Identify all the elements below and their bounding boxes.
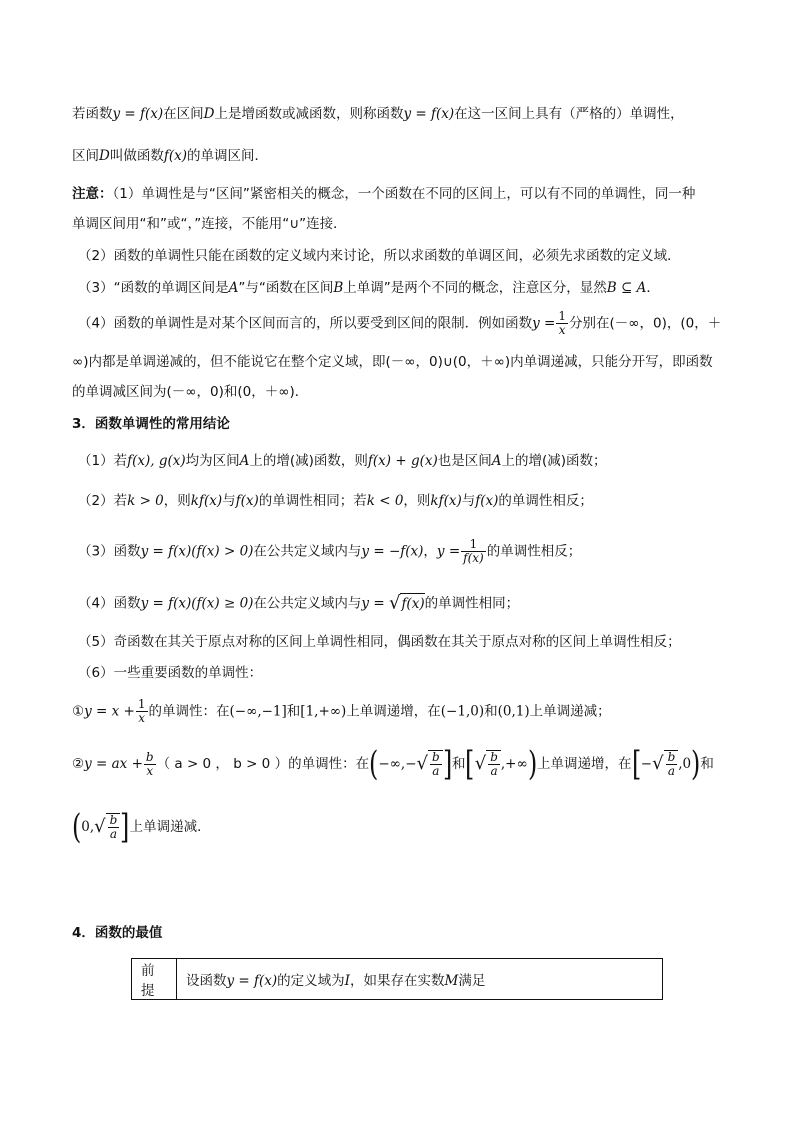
text: 的单调区间． xyxy=(186,148,268,164)
text: 和 xyxy=(451,756,466,772)
math: A xyxy=(228,280,239,296)
conclusion-2 xyxy=(78,491,593,511)
math: y = f(x)(f(x) > 0) xyxy=(140,543,254,560)
text: （3）“函数的单调区间是 xyxy=(78,280,229,296)
text: 的单调性相反； xyxy=(486,543,582,560)
definition-line-2 xyxy=(72,146,268,166)
conclusion-1 xyxy=(78,451,607,471)
math: y = x + xyxy=(84,703,135,720)
numerator: 1 xyxy=(137,697,146,711)
text: 区间 xyxy=(72,148,99,164)
cell-text: 前提 xyxy=(141,963,155,999)
text: 的单调性相同； xyxy=(424,595,520,612)
text: 与 xyxy=(461,493,476,509)
math: ,0 xyxy=(678,756,692,772)
section-4-heading xyxy=(72,923,162,943)
denominator: a xyxy=(488,764,500,778)
math: D xyxy=(99,148,110,164)
math: y = xyxy=(532,315,556,332)
left-bracket: [ xyxy=(631,744,641,784)
radicand: f(x) xyxy=(400,593,424,614)
note-line-2 xyxy=(78,246,681,266)
table-row xyxy=(132,959,663,1000)
text: ，则 xyxy=(163,493,191,509)
text: （1）单调性是与“区间”紧密相关的概念，一个函数在不同的区间上，可以有不同的单调性，同一种 xyxy=(112,186,696,202)
math: D xyxy=(203,106,215,122)
table-cell-premise xyxy=(132,959,177,1000)
note-line-4c xyxy=(72,382,308,402)
fraction xyxy=(488,751,500,778)
text: ，则 xyxy=(403,493,431,509)
math: y = −f(x) xyxy=(361,543,424,560)
text: （6）一些重要函数的单调性： xyxy=(78,665,263,681)
section-3-heading xyxy=(72,414,230,434)
fraction xyxy=(666,751,678,778)
text: 上单调递增，在 xyxy=(537,756,632,772)
bullet: ② xyxy=(72,756,85,772)
definition-line-1 xyxy=(72,104,684,124)
text: 设函数 xyxy=(186,973,227,989)
text: （2）函数的单调性只能在函数的定义域内来讨论，所以求函数的单调区间，必须先求函数的定义域． xyxy=(78,248,681,264)
left-paren: ( xyxy=(369,744,379,784)
denominator: a xyxy=(108,827,120,841)
condition: （ a > 0 ， b > 0 ） xyxy=(156,756,289,772)
text: 的单调减区间为(－∞，0)和(0，＋∞)． xyxy=(72,384,309,400)
denominator: x xyxy=(144,764,156,778)
fraction xyxy=(108,814,120,841)
math: − xyxy=(640,756,653,772)
heading-text: 3．函数单调性的常用结论 xyxy=(72,416,230,432)
math: y = f(x) xyxy=(112,106,164,122)
left-bracket: [ xyxy=(465,744,475,784)
fraction xyxy=(461,538,486,565)
math: k > 0 xyxy=(127,493,164,509)
text: 上单调递增，在 xyxy=(346,703,441,720)
math: 0, xyxy=(81,819,95,835)
numerator: b xyxy=(109,813,118,827)
math: M xyxy=(444,973,459,989)
fraction xyxy=(136,698,148,725)
fraction xyxy=(144,751,156,778)
heading-text: 4．函数的最值 xyxy=(72,925,163,941)
numerator: b xyxy=(145,749,154,764)
conclusion-6 xyxy=(78,663,262,683)
text: ”与“函数在区间 xyxy=(238,280,334,296)
conclusion-4 xyxy=(78,593,519,614)
text: （3）函数 xyxy=(78,543,141,560)
numerator: 1 xyxy=(469,537,478,551)
radical-sign: √ xyxy=(416,753,428,774)
text: 上单调递减； xyxy=(529,703,611,720)
text: 上单调”是两个不同的概念，注意区分，显然 xyxy=(343,280,607,296)
math: kf(x) xyxy=(430,493,462,509)
text: 在公共定义域内与 xyxy=(253,595,362,612)
text: 满足 xyxy=(458,973,486,989)
text: （4）函数的单调性是对某个区间而言的，所以要受到区间的限制．例如函数 xyxy=(78,315,533,332)
rule-2 xyxy=(72,744,714,784)
radical-sign: √ xyxy=(652,753,664,774)
interval: (−∞,−1] xyxy=(229,703,287,720)
text: 和 xyxy=(700,756,714,772)
text: 叫做函数 xyxy=(109,148,164,164)
text: ，如果存在实数 xyxy=(350,973,445,989)
note-label: 注意： xyxy=(72,186,113,202)
math: B ⊆ A xyxy=(606,280,647,296)
math: f(x) xyxy=(235,493,259,509)
radicand xyxy=(486,750,501,778)
text: （5）奇函数在其关于原点对称的区间上单调性相同，偶函数在其关于原点对称的区间上单调性相反； xyxy=(78,634,681,650)
text: 在区间 xyxy=(163,106,204,122)
text: 和 xyxy=(286,703,301,720)
math: y = f(x) xyxy=(403,106,455,122)
denominator: a xyxy=(666,764,678,778)
text: （2）若 xyxy=(78,493,128,509)
math: k < 0 xyxy=(366,493,404,509)
math: f(x) + g(x) xyxy=(367,453,438,469)
interval: (0,1) xyxy=(497,703,530,720)
text: 与 xyxy=(222,493,236,509)
text: 单调区间用“和”或“，”连接，不能用“∪”连接． xyxy=(72,216,347,232)
math: f(x) xyxy=(475,493,499,509)
text: 和 xyxy=(484,703,498,720)
left-paren: ( xyxy=(71,807,82,847)
text: 若函数 xyxy=(72,106,113,122)
math: y = xyxy=(436,543,461,560)
interval: [1,+∞) xyxy=(300,703,347,720)
bullet: ① xyxy=(72,703,85,720)
extremum-table xyxy=(131,958,663,1000)
interval: (−1,0) xyxy=(440,703,485,720)
denominator: x xyxy=(556,323,568,337)
math: y = xyxy=(361,595,385,612)
text: 均为区间 xyxy=(185,453,240,469)
conclusion-5 xyxy=(78,632,681,652)
text: 的定义域为 xyxy=(277,973,345,989)
denominator: x xyxy=(136,711,148,725)
text: 的单调性：在 xyxy=(288,756,370,772)
note-line-3 xyxy=(78,278,660,298)
radicand xyxy=(428,750,443,778)
numerator: b xyxy=(490,750,498,764)
denominator: f(x) xyxy=(463,551,484,565)
text: 在公共定义域内与 xyxy=(253,543,362,560)
text: ． xyxy=(646,280,660,296)
note-line-4 xyxy=(78,310,721,337)
rule-1 xyxy=(72,698,611,725)
math: B xyxy=(333,280,344,296)
text: （4）函数 xyxy=(78,595,141,612)
math: I xyxy=(344,973,351,989)
numerator: 1 xyxy=(558,309,566,323)
text: ， xyxy=(423,543,437,560)
math: f(x), g(x) xyxy=(127,453,186,469)
text: 在这一区间上具有（严格的）单调性， xyxy=(454,106,684,122)
text: 上的增(减)函数； xyxy=(501,453,607,469)
math: f(x) xyxy=(163,148,187,164)
right-paren: ) xyxy=(527,744,538,784)
denominator: a xyxy=(430,764,442,778)
fraction xyxy=(556,310,568,337)
radical-sign: √ xyxy=(474,753,487,774)
text: 上的增(减)函数，则 xyxy=(249,453,368,469)
math: kf(x) xyxy=(190,493,223,509)
right-paren: ) xyxy=(691,744,701,784)
math: y = ax + xyxy=(84,756,143,772)
math: ,+∞ xyxy=(500,756,528,772)
fraction xyxy=(430,751,442,778)
text: 的单调性相同；若 xyxy=(258,493,367,509)
math: y = f(x)(f(x) ≥ 0) xyxy=(140,595,254,612)
radicand xyxy=(664,750,679,778)
text: 分别在(－∞，0)，(0，＋ xyxy=(568,315,722,332)
radical-sign: √ xyxy=(388,592,401,614)
numerator: b xyxy=(432,750,440,764)
right-bracket: ] xyxy=(442,744,452,784)
math: −∞,− xyxy=(378,756,417,772)
math: A xyxy=(491,453,502,469)
note-line-4b xyxy=(72,352,713,372)
text: 的单调性：在 xyxy=(148,703,230,720)
note-line-1 xyxy=(72,184,695,204)
note-line-1b xyxy=(72,214,347,234)
math: A xyxy=(239,453,250,469)
radical-sign: √ xyxy=(94,816,106,837)
right-bracket: ] xyxy=(120,807,130,847)
math: y = f(x) xyxy=(226,973,278,989)
text: 的单调性相反； xyxy=(498,493,593,509)
text: （1）若 xyxy=(78,453,128,469)
radicand xyxy=(106,813,121,841)
conclusion-3 xyxy=(78,538,581,565)
rule-2-continued xyxy=(71,807,211,847)
text: 也是区间 xyxy=(437,453,492,469)
numerator: b xyxy=(667,750,676,764)
text: 上是增函数或减函数，则称函数 xyxy=(214,106,404,122)
table-cell-content xyxy=(177,959,663,1000)
text: 上单调递减． xyxy=(129,819,211,835)
text: ∞)内都是单调递减的，但不能说它在整个定义域，即(－∞，0)∪(0，＋∞)内单调递减，只能分开写，即函数 xyxy=(72,354,713,370)
